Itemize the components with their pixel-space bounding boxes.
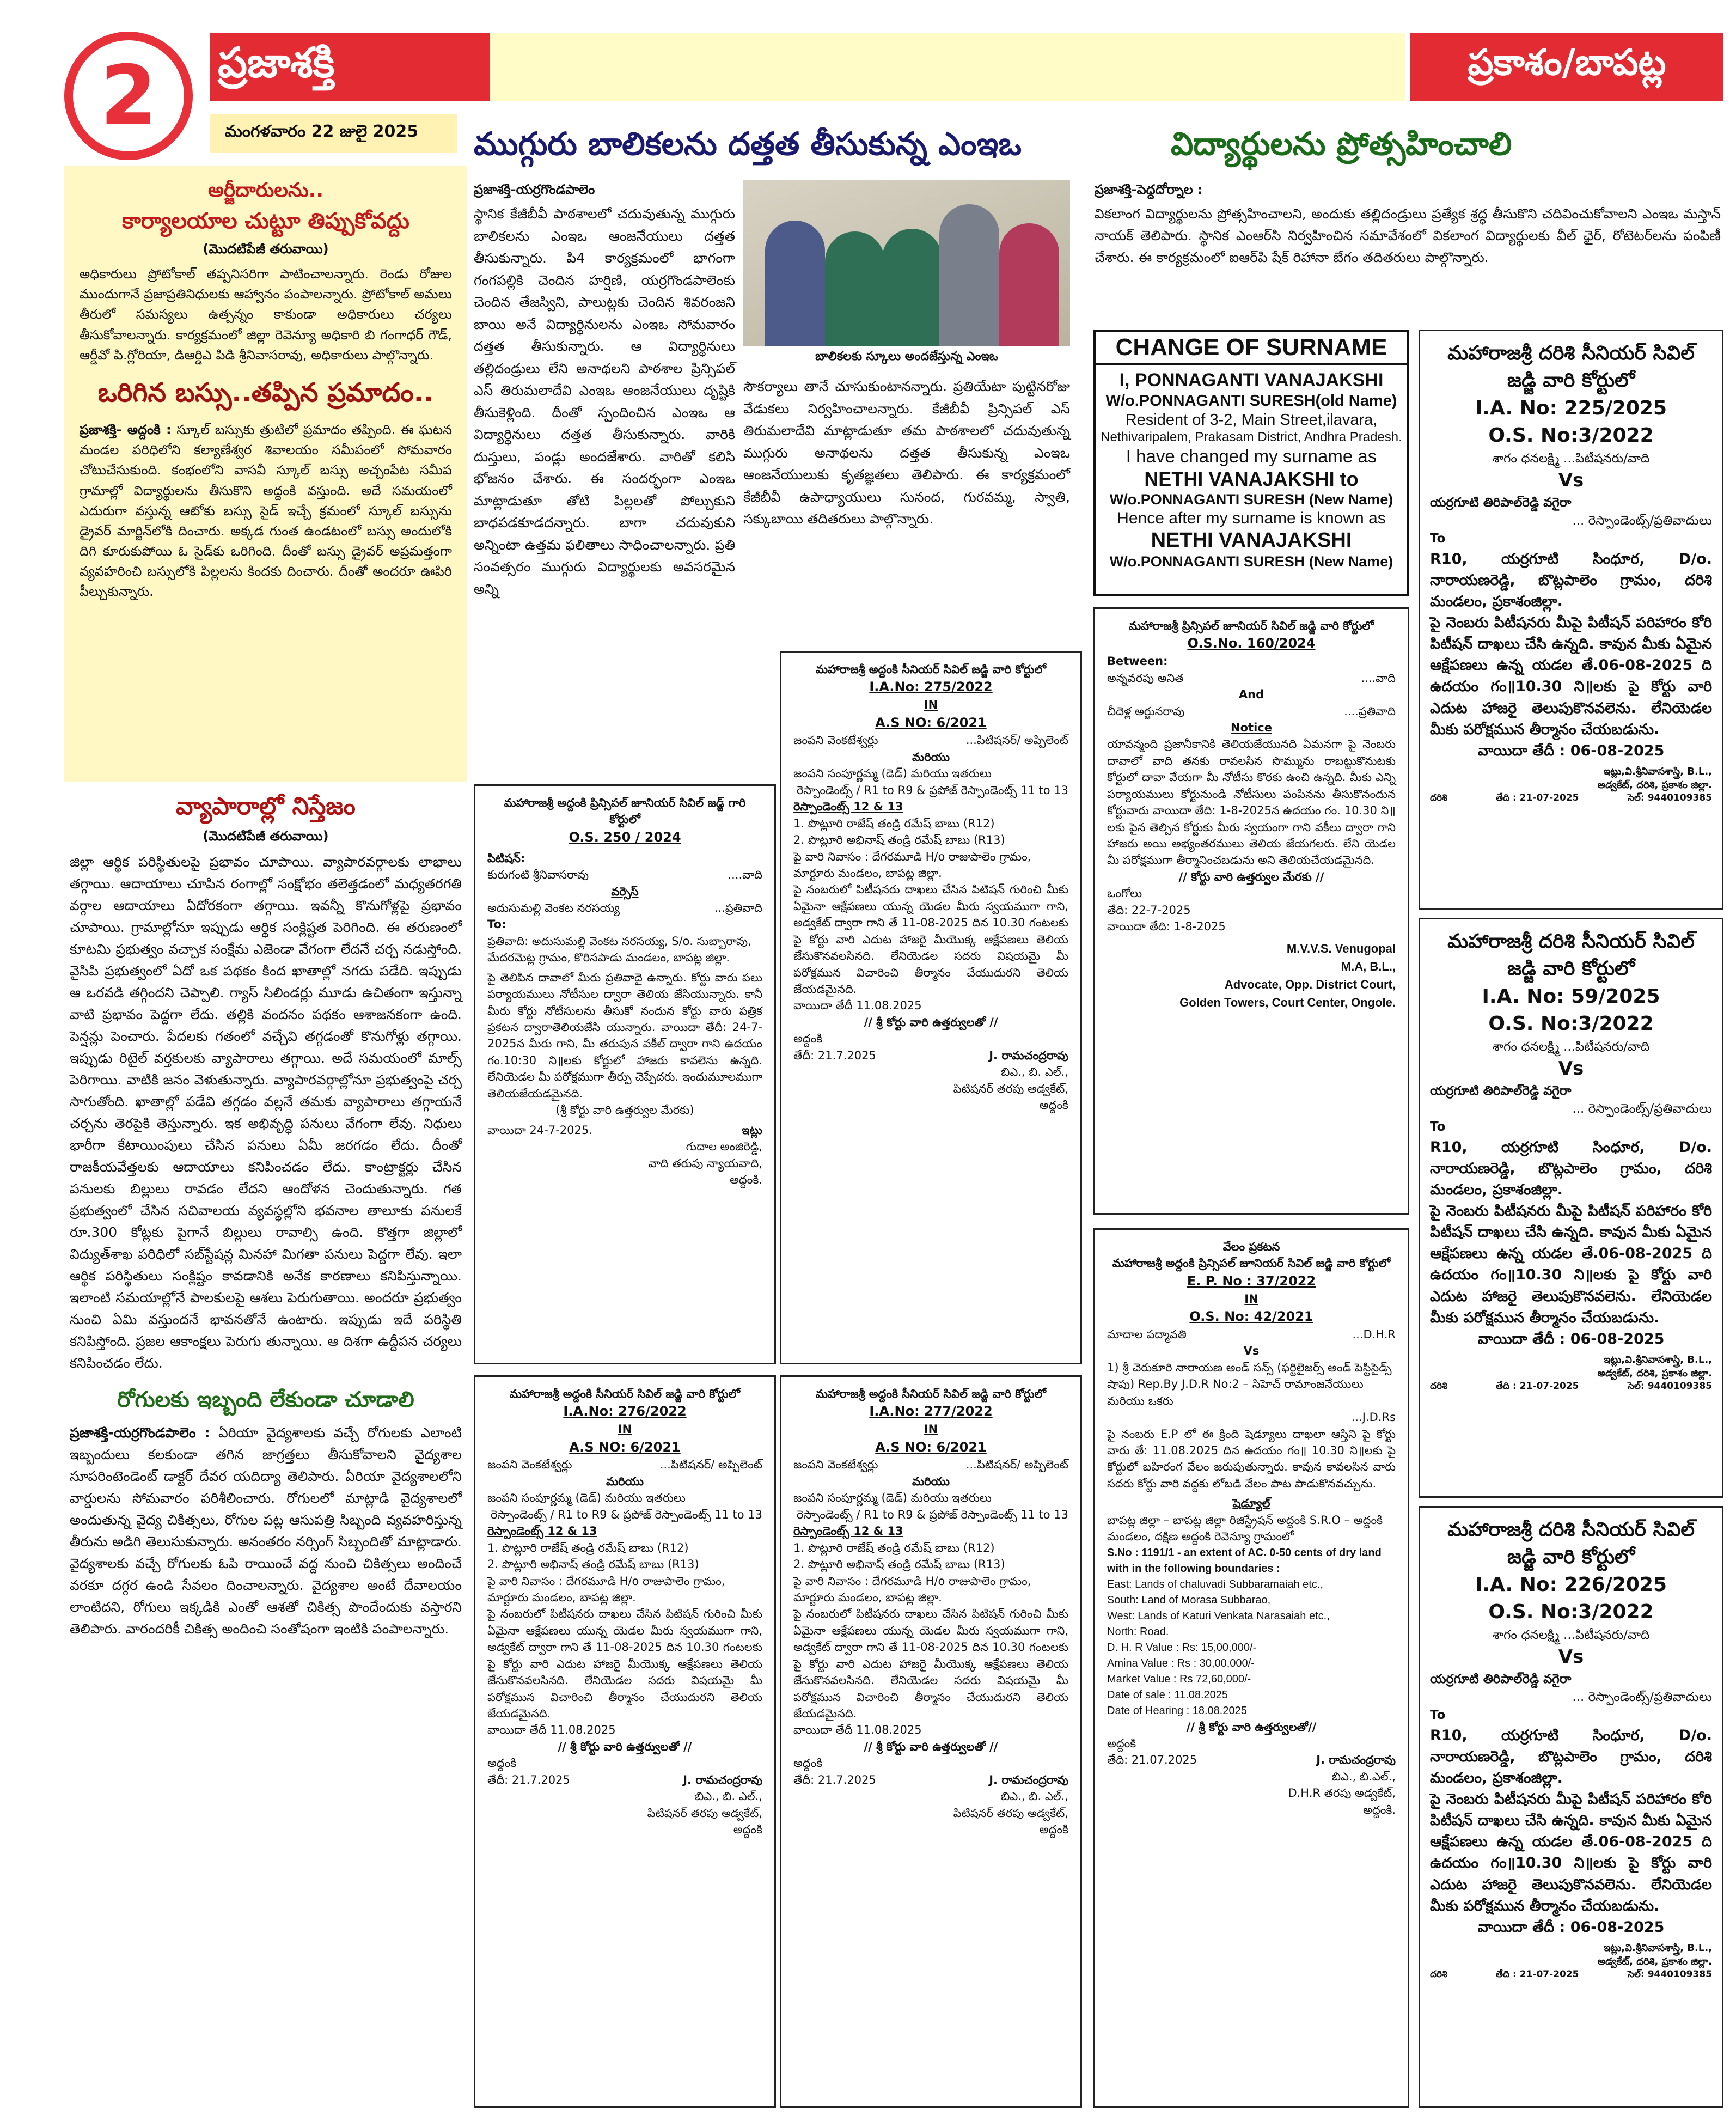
respondent-address: R10, యర్రగూటి సింధూర, D/o. నారాయణరెడ్డి, బొట్లపాలెం గ్రామం, దరిశి మండలం, ప్రకాశంజిల్లా.: [1430, 550, 1712, 610]
surname-line: I, PONNAGANTI VANAJAKSHI: [1119, 370, 1384, 391]
place: దరిశి: [1430, 792, 1447, 804]
notice-text: యావన్మంది ప్రజానీకానికి తెలియజేయునది ఏమనగా పై నెంబరు దావాలో వాది తనకు రావలసిన సొమ్మును రాబట్టుకొనుటకు కోర్టులో దావా వేయగా మీ నోటీసు కొరకు ఉంచి ఉన్నది. మీకు ఎన్ని పర్యాయములు కోర్టునుండి నోటీసులు పంపినను తీసుకొనందున కోర్టువారు వాయిదా తేది: 1-8-2025న ఉదయం గం. 10.30 ని॥లకు పైన తెల్పిన కోర్టుకు మీరు స్వయంగా గాని వకీలు ద్వారా గాని హాజరు అయి అభ్యంతరములు తెలియ జేయగలరు. లేని యెడల మీ పరోక్షముగా తీర్మానించబడును అని తెలియచేయడమైనది.: [1107, 737, 1396, 867]
court-notice-ia277: [780, 1375, 1082, 2108]
as-number: A.S NO: 6/2021: [569, 1439, 681, 1455]
advocate-signature: ఇట్లు,వి.శ్రీనివాసశాస్త్రి, B.L.,: [1603, 1353, 1712, 1365]
os-number: O.S. No:3/2022: [1488, 1601, 1654, 1624]
as-number: A.S NO: 6/2021: [875, 1439, 987, 1455]
advocate-role: D.H.R తరపు అడ్వకేట్,: [1288, 1786, 1396, 1800]
notice-text: పై నంబరులో పిటీషనరు దాఖలు చేసిన పిటిషన్ గురించి మీకు ఏమైనా ఆక్షేపణలు యున్న యెడల మీరు స్వయముగా గాని, అడ్వకేట్ ద్వారా గాని తే 11-08-2025 దిన 10.30 గంటలకు పై కోర్టు వారి ఎదుట హాజరై మీయొక్క ఆక్షేపణలు తెలియ జేసుకొనవలసినది. లేనియెడల సదరు విషయమై మీ పరోక్షమున విచారించి తీర్మానం చేయుదురని తెలియ జేయడమైనది.: [793, 1607, 1068, 1721]
petitioner: శాగం ధనలక్ష్మి ...పిటీషనరు/వాది: [1492, 1627, 1650, 1642]
trade-continued: (మొదటిపేజీ తరువాయి): [203, 828, 329, 844]
respondents: జంపని సంపూర్ణమ్మ (డెడ్) మరియు ఇతరులు: [487, 1491, 686, 1505]
advocate-address-2: Golden Towers, Court Center, Ongole.: [1179, 995, 1396, 1009]
lead-story-box: [64, 166, 467, 782]
ia-number: I.A. No: 226/2025: [1475, 1573, 1667, 1596]
advocate-signature: ఇట్లు,వి.శ్రీనివాసశాస్త్రి, B.L.,: [1603, 1942, 1712, 1954]
advocate-degree: M.A, B.L.,: [1341, 959, 1396, 973]
advocate-place: అద్దంకి: [733, 1823, 762, 1837]
case-number: O.S. 250 / 2024: [569, 829, 681, 845]
notice-date: తేదీ: 21.7.2025: [793, 1048, 876, 1062]
place: దరిశి: [1430, 1969, 1447, 1980]
judgment-debtors-role: ...J.D.Rs: [1351, 1411, 1396, 1424]
photo-person: [765, 221, 825, 346]
meo-story-col2: [743, 376, 1070, 530]
advocate-name: J. రామచంద్రరావు: [989, 1773, 1068, 1786]
court-notice-ia276: [474, 1375, 776, 2108]
ia-number: I.A. No: 59/2025: [1482, 985, 1660, 1008]
boundary-west: West: Lands of Katuri Venkata Narasaiah etc.,: [1107, 1609, 1330, 1622]
advocate-address: Advocate, Opp. District Court,: [1224, 977, 1396, 991]
dhr-value: D. H. R Value : Rs: 15,00,000/-: [1107, 1641, 1257, 1654]
as-number: A.S NO: 6/2021: [875, 715, 987, 730]
respondents-role: రెస్పాండెంట్స్ / R1 to R9 & ప్రపోజ్ రెస్పాండెంట్స్ 11 to 13: [490, 1508, 762, 1521]
photo-person: [939, 204, 999, 346]
students-story: [1095, 180, 1721, 269]
advocate-name: గుదాల అంజిరెడ్డి,: [686, 1140, 762, 1154]
meo-body-1: స్థానిక కేజీబీవీ పాఠశాలలో చదువుతున్న ముగ్గురు బాలికలను ఎంఇఒ ఆంజనేయులు దత్తత తీసుకున్నారు. పి4 కార్యక్రమంలో భాగంగా గంగపల్లికి చెందిన హర్షిణి, యర్రగొండపాలెంకు చెందిన తేజస్విని, పాలుట్లకు చెందిన శివరంజని బాయి అనే విద్యార్థినులను ఎంఇఒ సోమవారం దత్తత తీసుకున్నారు. ఆ విద్యార్థినులు తల్లిదండ్రులు లేని అనాథలని పాఠశాల ప్రిన్సిపల్ ఎస్ తిరుమలాదేవి ఎంఇఒ ఆంజనేయులు దృష్టికి తీసుకెళ్లింది. దీంతో స్పందించిన ఎంఇఒ ఆ విద్యార్థినులు దత్తత తీసుకున్నారు. వారికి దుస్తులు, పండ్లు అందజేశారు. వారితో కలిసి భోజనం చేశారు. ఈ సందర్భంగా ఎంఇఒ మాట్లాడుతూ తోటి పిల్లలతో పోల్చుకుని బాధపడకూడదన్నారు. బాగా చదువుకుని అన్నింటా ఉత్తమ ఫలితాలు సాధించాలన్నారు. ప్రతి సంవత్సరం ముగ్గురు విద్యార్థులకు అవసరమైన అన్ని: [474, 206, 735, 597]
newspaper-logo: ప్రజాశక్తి: [218, 38, 335, 87]
respondent: యర్రగూటి తిరిపాల్‌రెడ్డి వగైరా: [1430, 495, 1572, 510]
photo-person: [825, 231, 885, 346]
court-order: // కోర్టు వారి ఉత్తర్వుల మేరకు //: [1178, 870, 1324, 883]
meo-body-2: సౌకర్యాలు తానే చూసుకుంటానన్నారు. ప్రతియేటా పుట్టినరోజు వేడుకలు నిర్వహించాలన్నారు. కేజీబీవీ ప్రిన్సిపల్ ఎస్ తిరుమలాదేవి మాట్లాడుతూ తమ పాఠశాలలో చదువుతున్న ముగ్గురు అనాథలను దత్తత తీసుకున్న ఎంఇఒ ఆంజనేయులుకు కృతజ్ఞతలు తెలిపారు. ఈ కార్యక్రమంలో కేజీబీవీ ఉపాధ్యాయులు సునంద, గురవమ్మ, స్వాతి, సక్కుబాయి తదితరులు పాల్గొన్నారు.: [743, 379, 1070, 527]
advocate-name: J. రామచంద్రరావు: [989, 1048, 1068, 1062]
respondent: యర్రగూటి తిరిపాల్‌రెడ్డి వగైరా: [1430, 1672, 1572, 1686]
trade-body: జిల్లా ఆర్థిక పరిస్థితులపై ప్రభావం చూపాయి. వ్యాపారవర్గాలకు లాభాలు తగ్గాయి. ఆదాయాలు చూపిన రంగాల్లో సంక్షోభం తలెత్తడంలో మధ్యతరగతి వర్గాల ఆదాయాలు ఏదోరకంగా తగ్గాయి. ఇవన్నీ కొనుగోళ్లపై ప్రభావం చూపాయి. గ్రామాల్లోనూ ఇప్పుడు ఆర్థిక సంక్లిష్టత పెరిగింది. ఈ తరుణంలో కూటమి ప్రభుత్వం వచ్చాక సంక్షేమ ఎజెండా వేగంగా లేదనే చర్చ నడుస్తోంది. వైసిపి ప్రభుత్వంలో ఏదో ఒక పథకం కింద ఖాతాల్లో నగదు పడేది. ఇప్పుడు ఆ ఒరవడి తగ్గిందని చెప్పాలి. గ్యాస్ సిలిండర్లు మూడు ఉచితంగా ఇస్తున్నా వాటి ప్రభావం పెద్దగా లేదు. తల్లికి వందనం పథకం ఆశాజనకంగా ఉంది. పెన్షన్లు పెంచారు. పేదలకు గతంలో వచ్చేవి తగ్గడంతో కొనుగోళ్లు తగ్గాయి. ఇప్పుడు రిటైల్ వర్తకులకు వ్యాపారాలు తగ్గాయి. అదే సమయంలో మాల్స్ పెరిగాయి. వాటికి జనం వెళుతున్నారు. వ్యాపారవర్గాల్లోనూ ప్రభుత్వంపై చర్చ సాగుతోంది. ఖాతాల్లో పడేవి తగ్గడం వల్లనే తమకు వ్యాపారాలు తగ్గాయనే చర్చను తెరపైకి తెస్తున్నారు. ఇక అభివృద్ధి పనులు వేగంగా లేవు. నిధులు భారీగా కేటాయింపులు చేసిన పనులు ఏమీ జరగడం లేదు. దీంతో రాజకీయవేత్తలకు ఆదాయాలు కనిపించడం లేదు. కాంట్రాక్టర్లు చేసిన పనులకు బిల్లులు రావడం లేదని ఆందోళన చెందుతున్నారు. గత ప్రభుత్వంలో చేసిన సచివాలయ వ్యవస్థల్లోని భవనాల తాలూకు పనులకే రూ.300 కోట్లకు పైగానే బిల్లులు రావాల్సి ఉంది. కొత్తగా జిల్లాలో విద్యుత్‌శాఖ పరిధిలో సబ్‌స్టేషన్ల మినహా మిగతా పనులు పెద్దగా లేవు. ఇలా ఆర్థిక పరిస్థితులు సంక్లిష్టం కావడానికి అనేక కారణాలు కనిపిస్తున్నాయి. ఇలాంటి సమయాల్లోనే పాలకులపై ఆశలు పెరుగుతాయి. అందరూ ప్రభుత్వం నుంచి ఏమి వస్తుందనే భావనతోనే ఉంటారు. ఇప్పుడు ఇదే పరిస్థితి కనిపిస్తోంది. ప్రజల ఆకాంక్షలు పెరుగు తున్నాయి. ఆ దిశగా ఉద్దీపన చర్యలు కనిపించడం లేదు.: [70, 854, 462, 1371]
place: ఒంగోలు: [1107, 887, 1142, 900]
court-order: (శ్రీ కోర్టు వారి ఉత్తర్వుల మేరకు): [555, 1103, 694, 1117]
and-label: మరియు: [606, 1474, 644, 1488]
court-name: మహారాజశ్రీ అద్దంకి ప్రిన్సిపల్ జూనియర్ సివిల్ జడ్జ్ గారి కోర్టులో: [504, 796, 746, 826]
respondent-address: పై వారి నివాసం : దేగరమూడి H/o రాజుపాలెం గ్రామం, మార్టూరు మండలం, బాపట్ల జిల్లా.: [487, 1574, 725, 1604]
advocate-role: అడ్వకేట్, దరిశి, ప్రకాశం జిల్లా.: [1597, 1956, 1712, 1968]
appellant: జంపని వెంకటేశ్వర్లు: [793, 1458, 878, 1472]
header-band: [490, 33, 1405, 101]
respondents: జంపని సంపూర్ణమ్మ (డెడ్) మరియు ఇతరులు: [793, 767, 992, 780]
notice-date: తేది : 21-07-2025: [1495, 1969, 1579, 1980]
appellant-role: ...పిటిషనర్/ అప్పిలెంట్: [965, 1458, 1068, 1472]
case-number: O.S.No. 160/2024: [1187, 636, 1316, 651]
advocate-degree: బిఎ., బి.ఎల్.,: [1331, 1770, 1396, 1783]
court-notice-darsi-59: [1419, 918, 1723, 1498]
respondent-2: 2. పొట్లూరి అభినాష్ తండ్రి రమేష్ బాబు (R13): [487, 1558, 699, 1571]
surname-line: Resident of 3-2, Main Street,ilavara,: [1125, 411, 1378, 429]
appellant-role: ...పిటిషనర్/ అప్పిలెంట్: [659, 1458, 762, 1472]
court-name: మహారాజశ్రీ అద్దంకి సీనియర్ సివిల్ జడ్జి వారి కోర్టులో: [815, 663, 1047, 676]
lead-headline-line1: అర్జీదారులను..: [208, 179, 323, 202]
survey-number: S.No : 1191/1 - an extent of AC. 0-50 cents of dry land with in the following boundaries :: [1107, 1546, 1382, 1575]
versus: Vs: [1243, 1344, 1260, 1358]
notice-text: పై నెంబరు పిటీషనరు మీపై పిటీషన్ పరిహారం కోరి పిటీషన్ దాఖలు చేసి ఉన్నది. కావున మీకు ఏమైన ఆక్షేపణలు ఉన్న యడల తే.06-08-2025 ది ఉదయం గం॥10.30 ని॥లకు పై కోర్టు వారి ఎదుట హాజరై తెలుపుకొనవలెను. లేనియెడల మీకు పరోక్షమున తీర్మానం చేయబడును.: [1430, 1202, 1712, 1326]
court-name: మహారాజశ్రీ దరిశి సీనియర్ సివిల్ జడ్జి వారి కోర్టులో: [1447, 930, 1695, 980]
plaintiff: అన్నవరపు అనిత: [1107, 671, 1184, 685]
appellant-role: ...పిటిషనర్/ అప్పిలెంట్: [965, 734, 1068, 747]
respondent-address: ప్రతివాది: అదుసుమల్లి వెంకట నరసయ్య, S/o. సుబ్బారావు, మేదరమెట్ల గ్రామం, కొరిసపాడు మండలం, బాపట్ల జిల్లా.: [487, 934, 751, 965]
respondent: అదుసుమల్లి వెంకట నరసయ్య: [487, 901, 620, 914]
judgment-debtors: 1) శ్రీ చెరుకూరి నారాయణ అండ్ సన్స్ (ఫర్టిలైజర్స్ అండ్ పెస్టిసైడ్స్ షాపు) Rep.By J.D.R No:2 – సిహెచ్ రామాంజనేయులు మరియు ఒకరు: [1107, 1361, 1392, 1407]
hearing-date: వాయిదా తేది: 1-8-2025: [1107, 920, 1226, 934]
place: అద్దంకి: [487, 1757, 517, 1770]
ia-number: I.A. No: 225/2025: [1475, 397, 1667, 419]
and-label: మరియు: [912, 1474, 950, 1488]
surname-line: NETHI VANAJAKSHI to: [1144, 467, 1359, 490]
petitioner-role: ....వాది: [728, 868, 762, 882]
versus: Vs: [1558, 469, 1584, 491]
court-notice-darsi-226: [1419, 1506, 1723, 2108]
place: అద్దంకి: [793, 1032, 823, 1046]
date-of-hearing: Date of Hearing : 18.08.2025: [1107, 1704, 1247, 1717]
hearing-date: వాయిదా తేదీ : 06-08-2025: [1477, 742, 1665, 759]
court-auction-notice-ep37: [1093, 1228, 1409, 2108]
advocate-degree: బిఎ., బి. ఎల్.,: [1001, 1790, 1068, 1803]
respondents-role: రెస్పాండెంట్స్ / R1 to R9 & ప్రపోజ్ రెస్పాండెంట్స్ 11 to 13: [796, 783, 1068, 797]
advocate-degree: బిఎ., బి. ఎల్.,: [695, 1790, 762, 1803]
advocate-role: పిటిషనర్ తరపు అడ్వకేట్,: [647, 1806, 762, 1820]
advocate-role: పిటిషనర్ తరపు అడ్వకేట్,: [953, 1082, 1068, 1095]
date-of-sale: Date of sale : 11.08.2025: [1107, 1688, 1228, 1701]
court-order: // శ్రీ కోర్టు వారి ఉత్తర్వులతో //: [864, 1015, 998, 1029]
respondent-1: 1. పొట్లూరి రాజేష్ తండ్రి రమేష్ బాబు (R12): [487, 1541, 689, 1554]
hearing-date: వాయిదా తేదీ : 06-08-2025: [1477, 1918, 1665, 1936]
surname-title: CHANGE OF SURNAME: [1096, 332, 1407, 365]
ep-number: E. P. No : 37/2022: [1187, 1273, 1316, 1289]
court-name: మహారాజశ్రీ అద్దంకి ప్రిన్సిపల్ జూనియర్ సివిల్ జడ్జి వారి కోర్టులో: [1112, 1257, 1391, 1270]
surname-line: NETHI VANAJAKSHI: [1151, 528, 1352, 552]
surname-line: W/o.PONNAGANTI SURESH (New Name): [1109, 553, 1393, 570]
meo-photo: [743, 180, 1070, 346]
photo-person: [999, 223, 1059, 346]
respondents-role: రెస్పాండెంట్స్ / R1 to R9 & ప్రపోజ్ రెస్పాండెంట్స్ 11 to 13: [796, 1508, 1068, 1521]
court-notice-os160: [1093, 607, 1409, 1215]
ia-number: I.A.No: 275/2022: [869, 679, 993, 695]
decree-holder: మాదాల పద్మావతి: [1107, 1327, 1187, 1341]
respondents-heading: రెస్పాండెంట్స్ 12 & 13: [793, 1525, 903, 1538]
petitioner: శాగం ధనలక్ష్మి ...పిటీషనరు/వాది: [1492, 451, 1650, 466]
students-headline: విద్యార్థులను ప్రోత్సహించాలి: [1171, 125, 1512, 162]
petition-label: పిటిషన్:: [487, 851, 525, 865]
cell-number: సెల్: 9440109385: [1627, 1969, 1712, 1980]
hearing-date: వాయిదా తేదీ 11.08.2025: [793, 1723, 922, 1737]
respondent-1: 1. పొట్లూరి రాజేష్ తండ్రి రమేష్ బాబు (R12): [793, 1541, 995, 1554]
ia-number: I.A.No: 276/2022: [563, 1404, 687, 1419]
court-name: మహారాజశ్రీ అద్దంకి సీనియర్ సివిల్ జడ్జి వారి కోర్టులో: [509, 1387, 741, 1400]
hearing-date: వాయిదా 24-7-2025.: [487, 1123, 592, 1137]
respondents-heading: రెస్పాండెంట్స్ 12 & 13: [487, 1525, 597, 1538]
advocate-role: పిటిషనర్ తరపు అడ్వకేట్,: [953, 1806, 1068, 1820]
in-label: IN: [618, 1423, 632, 1436]
notice-date: తేది: 22-7-2025: [1107, 903, 1191, 917]
to-label: To: [1430, 1708, 1446, 1723]
advocate-place: అద్దంకి: [1039, 1823, 1068, 1837]
advocate-degree: బిఎ., బి. ఎల్.,: [1001, 1065, 1068, 1079]
lead-headline-line2: కార్యాలయాల చుట్టూ తిప్పుకోవద్దు: [122, 209, 409, 234]
plaintiff-role: ....వాది: [1361, 671, 1396, 685]
hearing-date: వాయిదా తేదీ 11.08.2025: [793, 999, 922, 1013]
auction-heading: వేలం ప్రకటన: [1222, 1240, 1280, 1253]
ia-number: I.A.No: 277/2022: [869, 1404, 993, 1419]
notice-date: తేదీ: 21.7.2025: [793, 1773, 876, 1786]
page-number-badge: [64, 32, 193, 160]
court-notice-os250: [474, 784, 776, 1364]
appellant: జంపని వెంకటేశ్వర్లు: [793, 734, 878, 747]
bus-dateline: ప్రజాశక్తి- అద్దంకి :: [80, 422, 172, 437]
issue-date: మంగళవారం 22 జులై 2025: [210, 114, 457, 153]
surname-line: Nethivaripalem, Prakasam District, Andhra Pradesh.: [1101, 430, 1402, 445]
os-number: O.S. No:3/2022: [1488, 424, 1654, 447]
bus-headline: ఒరిగిన బస్సు..తప్పిన ప్రమాదం..: [97, 377, 434, 408]
court-notice-ia275: [780, 651, 1082, 1364]
respondent-address: పై వారి నివాసం : దేగరమూడి H/o రాజుపాలెం గ్రామం, మార్టూరు మండలం, బాపట్ల జిల్లా.: [793, 850, 1031, 880]
advocate-name: J. రామచంద్రరావు: [1316, 1753, 1396, 1767]
and-label: మరియు: [912, 750, 950, 764]
to-label: To: [1430, 1120, 1446, 1135]
court-name: మహారాజశ్రీ అద్దంకి సీనియర్ సివిల్ జడ్జి వారి కోర్టులో: [815, 1387, 1047, 1400]
boundary-east: East: Lands of chaluvadi Subbaramaiah etc.,: [1107, 1578, 1323, 1590]
defendant-role: ....ప్రతివాది: [1344, 704, 1396, 718]
advocate-place: అద్దంకి.: [1363, 1803, 1396, 1816]
os-number: O.S. No: 42/2021: [1189, 1309, 1313, 1325]
appellant: జంపని వెంకటేశ్వర్లు: [487, 1458, 572, 1472]
respondent-role: ... రెస్పాండెంట్స్/ప్రతివాదులు: [1572, 513, 1712, 528]
photo-person: [882, 229, 942, 346]
os-number: O.S. No:3/2022: [1488, 1013, 1654, 1035]
in-label: IN: [924, 698, 938, 712]
edition-region: ప్రకాశం/బాపట్ల: [1410, 33, 1723, 101]
change-of-surname-notice: [1093, 330, 1409, 596]
cell-number: సెల్: 9440109385: [1627, 792, 1712, 804]
respondent-1: 1. పొట్లూరి రాజేష్ తండ్రి రమేష్ బాబు (R12): [793, 816, 995, 830]
surname-line: I have changed my surname as: [1126, 446, 1377, 467]
place: అద్దంకి: [793, 1757, 823, 1770]
versus: Vs: [1558, 1057, 1584, 1080]
court-order: // శ్రీ కోర్టు వారి ఉత్తర్వులతో //: [558, 1740, 692, 1753]
respondent-2: 2. పొట్లూరి అభినాష్ తండ్రి రమేష్ బాబు (R13): [793, 833, 1005, 847]
advocate-role: అడ్వకేట్, దరిశి, ప్రకాశం జిల్లా.: [1597, 1368, 1712, 1380]
petitioner: శాగం ధనలక్ష్మి ...పిటీషనరు/వాది: [1492, 1039, 1650, 1054]
respondents-heading: రెస్పాండెంట్స్ 12 & 13: [793, 800, 903, 814]
defendant: చీదెళ్ల అర్జునరావు: [1107, 704, 1185, 718]
respondent-role: ...ప్రతివాది: [714, 901, 762, 914]
boundary-south: South: Land of Morasa Subbarao,: [1107, 1594, 1271, 1606]
page-number: 2: [100, 48, 157, 143]
court-order: // శ్రీ కోర్టు వారి ఉత్తర్వులతో//: [1186, 1720, 1317, 1734]
place: అద్దంకి: [1107, 1737, 1136, 1751]
surname-line: W/o.PONNAGANTI SURESH(old Name): [1105, 392, 1397, 410]
and-label: And: [1238, 688, 1264, 702]
notice-text: పై నంబరులో పిటీషనరు దాఖలు చేసిన పిటిషన్ గురించి మీకు ఏమైనా ఆక్షేపణలు యున్న యెడల మీరు స్వయముగా గాని, అడ్వకేట్ ద్వారా గాని తే 11-08-2025 దిన 10.30 గంటలకు పై కోర్టు వారి ఎదుట హాజరై మీయొక్క ఆక్షేపణలు తెలియ జేసుకొనవలసినది. లేనియెడల సదరు విషయమై మీ పరోక్షమున విచారించి తీర్మానం చేయుదురని తెలియ జేయడమైనది.: [793, 883, 1068, 996]
in-label: IN: [924, 1423, 938, 1436]
signature-label: ఇట్లు: [742, 1123, 762, 1137]
notice-text: పై నంబరు E.P లో ఈ క్రింది షెడ్యూలు దాఖలా ఆస్తిని పై కోర్టు వారు తే: 11.08.2025 దిన ఉదయం గం॥ 10.30 ని॥లకు పై కోర్టులో బహిరంగ వేలం జరుపుతున్నారు. కావున కావలసిన వారు సదరు కోర్టు వారి వద్దకు లోబడి వేలం పాట పాడుకొనవచ్చును.: [1107, 1427, 1396, 1490]
notice-label: Notice: [1231, 721, 1272, 734]
patients-body: ఏరియా వైద్యశాలకు వచ్చే రోగులకు ఎలాంటి ఇబ్బందులు కలకుండా తగిన జాగ్రత్తలు తీసుకోవాలని వైద్యశాల సూపరింటెండెంట్ డాక్టర్ దేవర యదిద్యా తెలిపారు. ఏరియా వైద్యశాలలోని వార్డులను సోమవారం పరిశీలించారు. రోగులలో మాట్లాడి వైద్యశాలలో అందుతున్న వైద్య చికిత్సలు, రోగుల పట్ల ఆసుపత్రి సిబ్బంది వ్యవహరిస్తున్న తీరును అడిగి తెలుసుకున్నారు. అనంతరం నర్సింగ్ సిబ్బందితో మాట్లాడారు. వైద్యశాలకు వచ్చే రోగులకు ఓపి రాయించే వద్ద నుంచి చికిత్సలు అందించే వరకూ దగ్గర ఉండి సేవలం దించాలన్నారు. వైద్యశాల అంటే దేవాలయం లాంటిదని, రోగులు ఇక్కడికి ఎంతో ఆశతో చికిత్స పొందేందుకు వస్తారని తెలిపారు. వారందరికీ చికిత్స అందించి సంతోషంగా ఇంటికి పంపాలన్నారు.: [70, 1425, 462, 1637]
respondent-2: 2. పొట్లూరి అభినాష్ తండ్రి రమేష్ బాబు (R13): [793, 1558, 1005, 1571]
continued-label: (మొదటిపేజీ తరువాయి): [203, 241, 329, 257]
notice-text: పై నంబరులో పిటీషనరు దాఖలు చేసిన పిటిషన్ గురించి మీకు ఏమైనా ఆక్షేపణలు యున్న యెడల మీరు స్వయముగా గాని, అడ్వకేట్ ద్వారా గాని తే 11-08-2025 దిన 10.30 గంటలకు పై కోర్టు వారి ఎదుట హాజరై మీయొక్క ఆక్షేపణలు తెలియ జేసుకొనవలసినది. లేనియెడల సదరు విషయమై మీ పరోక్షమున విచారించి తీర్మానం చేయుదురని తెలియ జేయడమైనది.: [487, 1607, 762, 1721]
respondent-address: పై వారి నివాసం : దేగరమూడి H/o రాజుపాలెం గ్రామం, మార్టూరు మండలం, బాపట్ల జిల్లా.: [793, 1574, 1031, 1604]
notice-date: తేది : 21-07-2025: [1495, 792, 1579, 804]
advocate-name: M.V.V.S. Venugopal: [1286, 941, 1396, 955]
court-name: మహారాజశ్రీ ప్రిన్సిపల్ జూనియర్ సివిల్ జడ్జి వారి కోర్టులో: [1128, 619, 1374, 632]
advocate-role: వాది తరుపు న్యాయవాది,: [648, 1156, 762, 1170]
respondents: జంపని సంపూర్ణమ్మ (డెడ్) మరియు ఇతరులు: [793, 1491, 992, 1505]
students-body: వికలాంగ విద్యార్థులను ప్రోత్సహించాలని, అందుకు తల్లిదండ్రులు ప్రత్యేక శ్రద్ధ తీసుకొని చదివించుకోవాలని ఎంఇఒ మస్తాన్ నాయక్ తెలిపారు. స్థానిక ఎంఆర్‌సి నిర్వహించిన సమావేశంలో వికలాంగ విద్యార్థులకు వీల్ ఛైర్, రోటెటర్‌లను పంపిణీ చేశారు. ఈ కార్యక్రమంలో ఐఆర్‌పి షేక్ రిహానా బేగం తదితరులు పాల్గొన్నారు.: [1095, 206, 1721, 266]
place: దరిశి: [1430, 1381, 1447, 1392]
advocate-signature: ఇట్లు,వి.శ్రీనివాసశాస్త్రి, B.L.,: [1603, 765, 1712, 777]
notice-date: తేది : 21-07-2025: [1495, 1381, 1579, 1392]
notice-text: పై నెంబరు పిటీషనరు మీపై పిటీషన్ పరిహారం కోరి పిటీషన్ దాఖలు చేసి ఉన్నది. కావున మీకు ఏమైన ఆక్షేపణలు ఉన్న యడల తే.06-08-2025 ది ఉదయం గం॥10.30 ని॥లకు పై కోర్టు వారి ఎదుట హాజరై తెలుపుకొనవలెను. లేనియెడల మీకు పరోక్షమున తీర్మానం చేయబడును.: [1430, 1790, 1712, 1914]
notice-date: తేదీ: 21.7.2025: [487, 1773, 570, 1786]
meo-dateline: ప్రజాశక్తి-యర్రగొండపాలెం: [474, 182, 595, 197]
advocate-place: అద్దంకి: [1039, 1099, 1068, 1112]
court-name: మహారాజశ్రీ దరిశి సీనియర్ సివిల్ జడ్జి వారి కోర్టులో: [1447, 342, 1695, 392]
amina-value: Amina Value : Rs : 30,00,000/-: [1107, 1657, 1255, 1669]
advocate-name: J. రామచంద్రరావు: [683, 1773, 762, 1786]
trade-headline: వ్యాపారాల్లో నిస్తేజం: [176, 792, 356, 820]
market-value: Market Value : Rs 72,60,000/-: [1107, 1673, 1251, 1685]
notice-text: పై నెంబరు పిటీషనరు మీపై పిటీషన్ పరిహారం కోరి పిటీషన్ దాఖలు చేసి ఉన్నది. కావున మీకు ఏమైన ఆక్షేపణలు ఉన్న యడల తే.06-08-2025 ది ఉదయం గం॥10.30 ని॥లకు పై కోర్టు వారి ఎదుట హాజరై తెలుపుకొనవలెను. లేనియెడల మీకు పరోక్షమున తీర్మానం చేయబడును.: [1430, 614, 1712, 738]
schedule-heading: షెడ్యూల్: [1232, 1497, 1270, 1510]
decree-holder-role: ...D.H.R: [1352, 1327, 1396, 1341]
patients-headline: రోగులకు ఇబ్బంది లేకుండా చూడాలి: [117, 1387, 414, 1412]
cell-number: సెల్: 9440109385: [1627, 1381, 1712, 1392]
in-label: IN: [1244, 1292, 1258, 1306]
surname-line: Hence after my surname is known as: [1117, 509, 1386, 527]
boundary-north: North: Road.: [1107, 1625, 1169, 1638]
schedule-text: బాపట్ల జిల్లా – బాపట్ల జిల్లా రిజిస్ట్రేషన్ అద్దంకి S.R.O – అద్దంకి మండలం, దక్షిణ అద్దంకి రెవెన్యూ గ్రామంలో: [1107, 1513, 1383, 1544]
meo-story-col1: [474, 180, 735, 600]
petitioner: కురుగంటి శ్రీనివాసరావు: [487, 868, 589, 882]
advocate-place: అద్దంకి.: [730, 1173, 762, 1186]
notice-date: తేది: 21.07.2025: [1107, 1753, 1197, 1767]
trade-story: [64, 787, 467, 2111]
lead-story-body: అధికారులు ప్రోటోకాల్ తప్పనిసరిగా పాటించాలన్నారు. రెండు రోజుల ముందుగానే ప్రజాప్రతినిధులకు ఆహ్వానం పంపాలన్నారు. ప్రోటోకాల్ అమలు తీరులో సమస్యలు ఉత్పన్నం కాకుండా అధికారులు చర్యలు తీసుకోవాలన్నారు. కార్యక్రమంలో జిల్లా రెవెన్యూ అధికారి బి గంగాధర్ గౌడ్, ఆర్డీవో పి.గ్లోరియా, డిఆర్డిఎ పిడి శ్రీనివాసరావు, అధికారులు పాల్గొన్నారు.: [80, 266, 452, 363]
patients-story: [70, 1422, 462, 1640]
respondent: యర్రగూటి తిరిపాల్‌రెడ్డి వగైరా: [1430, 1083, 1572, 1098]
respondent-address: R10, యర్రగూటి సింధూర, D/o. నారాయణరెడ్డి, బొట్లపాలెం గ్రామం, దరిశి మండలం, ప్రకాశంజిల్లా.: [1430, 1727, 1712, 1786]
respondent-address: R10, యర్రగూటి సింధూర, D/o. నారాయణరెడ్డి, బొట్లపాలెం గ్రామం, దరిశి మండలం, ప్రకాశంజిల్లా.: [1430, 1138, 1712, 1198]
court-notice-darsi-225: [1419, 330, 1723, 910]
versus: Vs: [1558, 1645, 1584, 1668]
respondent-role: ... రెస్పాండెంట్స్/ప్రతివాదులు: [1572, 1690, 1712, 1704]
meo-headline: ముగ్గురు బాలికలను దత్తత తీసుకున్న ఎంఇఒ: [474, 125, 1022, 162]
respondent-role: ... రెస్పాండెంట్స్/ప్రతివాదులు: [1572, 1101, 1712, 1116]
notice-text: పై తెలిపిన దావాలో మీరు ప్రతివాదై ఉన్నారు. కోర్టు వారు పలు పర్యాయములు నోటీసుల ద్వారా తెలియ జేసియున్నారు. కానీ మీరు కోర్టు నోటీసులను తీసుకో నందున కోర్టు వారు పత్రిక ప్రకటన ద్వారాతెలియజేసి యున్నారు. వాయిదా తేదీ: 24-7-2025న మీరు గాని, మీ తరుపున వకీల్ ద్వారా గాని ఉదయం గం.10:30 ని॥లకు కోర్టులో హాజరు కావలెను ఉన్నది. లేనియెడల మీ పరోక్షముగా తీర్పు చెప్పేదరు. ఇందుమూలముగా తెలియజేయడమైనది.: [487, 971, 762, 1100]
bus-story-body: స్కూల్ బస్సుకు త్రుటిలో ప్రమాదం తప్పింది. ఈ ఘటన మండల పరిధిలోని కల్యాణేశ్వర శివాలయం సమీపంలో సోమవారం చోటుచేసుకుంది. కంభంలోని వాసవీ స్కూల్ బస్సు అచ్చంపేట సమీప గ్రామాల్లో విద్యార్థులను తీసుకొని అద్దంకి వస్తుంది. అదే సమయంలో ఎదురుగా వస్తున్న ఆటోకు బస్సు సైడ్ ఇచ్చే క్రమంలో స్కూల్ బస్సును డ్రైవర్ మార్జిన్‌లోకి దించారు. అక్కడ గుంత ఉండటంలో బస్సు అందులోకి దిగి కూరుకుపోయి ఓ సైడ్‌కు ఒరిగింది. దీంతో బస్సు డ్రైవర్ అప్రమత్తంగా వ్యవహరించి బస్సులోకి పిల్లలను కిందకు దించారు. దీంతో అందరూ ఊపిరి పీల్చుకున్నారు.: [80, 422, 452, 600]
court-name: మహారాజశ్రీ దరిశి సీనియర్ సివిల్ జడ్జి వారి కోర్టులో: [1447, 1519, 1695, 1569]
students-dateline: ప్రజాశక్తి-పెద్దదోర్నాల :: [1095, 182, 1203, 197]
to-label: To: [1430, 532, 1446, 546]
between-label: Between:: [1107, 655, 1168, 668]
versus: వర్సెస్: [611, 885, 639, 898]
photo-caption: బాలికలకు స్కూలు అందజేస్తున్న ఎంఇఒ: [815, 350, 998, 363]
bus-story: [80, 420, 452, 602]
advocate-role: అడ్వకేట్, దరిశి, ప్రకాశం జిల్లా.: [1597, 779, 1712, 791]
patients-dateline: ప్రజాశక్తి-యర్రగొండపాలెం :: [70, 1425, 210, 1441]
to-label: To:: [487, 918, 506, 931]
hearing-date: వాయిదా తేదీ : 06-08-2025: [1477, 1330, 1665, 1347]
court-order: // శ్రీ కోర్టు వారి ఉత్తర్వులతో //: [864, 1740, 998, 1753]
surname-line: W/o.PONNAGANTI SURESH (New Name): [1109, 491, 1393, 508]
hearing-date: వాయిదా తేదీ 11.08.2025: [487, 1723, 616, 1737]
